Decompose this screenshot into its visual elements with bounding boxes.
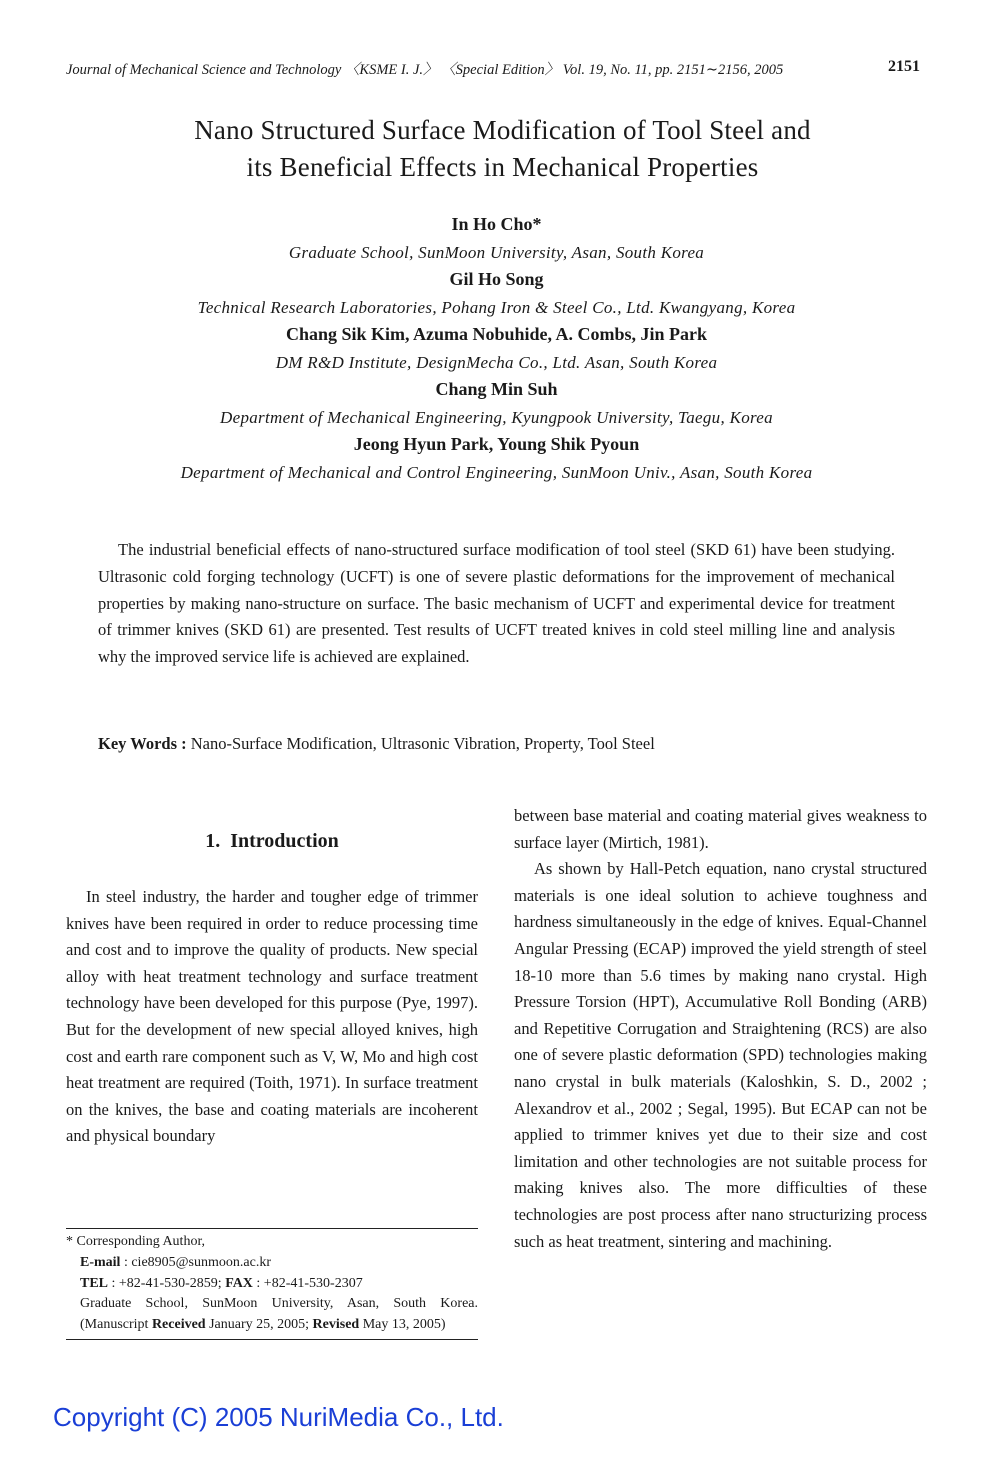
author-name: Chang Sik Kim, Azuma Nobuhide, A. Combs, Jin Park — [285, 324, 708, 344]
copyright-watermark: Copyright (C) 2005 NuriMedia Co., Ltd. — [53, 1402, 504, 1432]
footnote-address — [66, 1294, 478, 1336]
tel-value: : +82-41-530-2859; — [108, 1275, 226, 1291]
body-paragraph: between base material and coating material gives weakness to surface layer (Mirtich, 1981). — [514, 806, 927, 852]
author-block — [0, 211, 993, 486]
running-head — [66, 58, 938, 79]
received-date: January 25, 2005; — [205, 1317, 313, 1333]
abstract: The industrial beneficial effects of nano-structured surface modification of tool steel (SKD 61) have been studying. Ultrasonic cold forging technology (UCFT) is one of severe plastic deformations for the improvement of mechanical properties by making nano-structure on surface. The basic mechanism of UCFT and experimental device for treatment of trimmer knives (SKD 61) are presented. Test results of UCFT treated knives in cold steel milling line and analysis why the improved service life is achieved are explained. — [98, 540, 895, 667]
keywords-text: Nano-Surface Modification, Ultrasonic Vibration, Property, Tool Steel — [186, 734, 655, 753]
address-text: Graduate School, SunMoon University, Asan, South Korea. (Manuscript — [80, 1296, 478, 1333]
fax-label: FAX — [225, 1275, 253, 1291]
section-number: 1. — [205, 830, 221, 852]
footnote-phone — [66, 1274, 478, 1295]
title-line-2: its Beneficial Effects in Mechanical Properties — [246, 152, 759, 182]
revised-date: May 13, 2005) — [359, 1317, 446, 1333]
section-title: Introduction — [230, 830, 339, 852]
revised-label: Revised — [312, 1317, 360, 1333]
footnote-corresponding: * Corresponding Author, — [66, 1234, 206, 1249]
journal-citation: Journal of Mechanical Science and Technology 〈KSME I. J.〉 〈Special Edition〉 Vol. 19, No. 11, pp. 2151∼2156, 2005 — [66, 62, 784, 78]
author-affiliation: Department of Mechanical and Control Engineering, SunMoon Univ., Asan, South Korea — [180, 462, 813, 482]
body-paragraph: In steel industry, the harder and tougher edge of trimmer knives have been required in order to reduce processing time and cost and to improve the quality of products. New special alloy with heat treatment technology and surface treatment technology have been developed for this purpose (Pye, 1997). But for the development of new special alloyed knives, high cost and earth rare component such as V, W, Mo and high cost heat treatment are required (Toith, 1971). In surface treatment on the knives, the base and coating materials are incoherent and physical boundary — [66, 887, 478, 1146]
received-label: Received — [151, 1317, 206, 1333]
left-column — [66, 826, 478, 1150]
author-affiliation: Department of Mechanical Engineering, Kyungpook University, Taegu, Korea — [220, 407, 773, 427]
author-affiliation: Technical Research Laboratories, Pohang Iron & Steel Co., Ltd. Kwangyang, Korea — [197, 297, 796, 317]
author-name: Gil Ho Song — [449, 269, 544, 289]
keywords — [98, 731, 898, 757]
email-value: : cie8905@sunmoon.ac.kr — [120, 1254, 271, 1270]
author-name: Chang Min Suh — [435, 379, 558, 399]
fax-value: : +82-41-530-2307 — [252, 1275, 363, 1291]
tel-label: TEL — [80, 1275, 109, 1291]
title-line-1: Nano Structured Surface Modification of Tool Steel and — [194, 115, 811, 145]
author-name: Jeong Hyun Park, Young Shik Pyoun — [353, 434, 640, 454]
body-paragraph: As shown by Hall-Petch equation, nano crystal structured materials is one ideal solution to achieve toughness and hardness simultaneously in the edge of knives. Equal-Channel Angular Pressing (ECAP) improved the yield strength of steel 18-10 more than 5.6 times by making nano crystal. High Pressure Torsion (HPT), Accumulative Roll Bonding (ARB) and Repetitive Corrugation and Straightening (RCS) are also one of severe plastic deformation (SPD) technologies making nano crystal in bulk materials (Kaloshkin, S. D., 2002 ; Alexandrov et al., 2002 ; Segal, 1995). But ECAP can not be applied to trimmer knives yet due to their size and cost limitation and other technologies are not suitable process for making knives also. The more difficulties of these technologies are post process after nano structurizing process such as heat treatment, sintering and machining. — [514, 859, 927, 1251]
author-affiliation: DM R&D Institute, DesignMecha Co., Ltd. Asan, South Korea — [275, 352, 718, 372]
footnote-email — [66, 1253, 478, 1274]
right-column — [514, 803, 927, 1255]
footnote — [66, 1228, 478, 1340]
paper-title — [0, 112, 1005, 186]
keywords-label: Key Words : — [98, 734, 187, 753]
email-label: E-mail — [80, 1254, 121, 1270]
author-name: In Ho Cho* — [451, 214, 542, 234]
page-number: 2151 — [888, 58, 920, 75]
section-heading — [66, 826, 478, 856]
author-affiliation: Graduate School, SunMoon University, Asan, South Korea — [288, 242, 705, 262]
